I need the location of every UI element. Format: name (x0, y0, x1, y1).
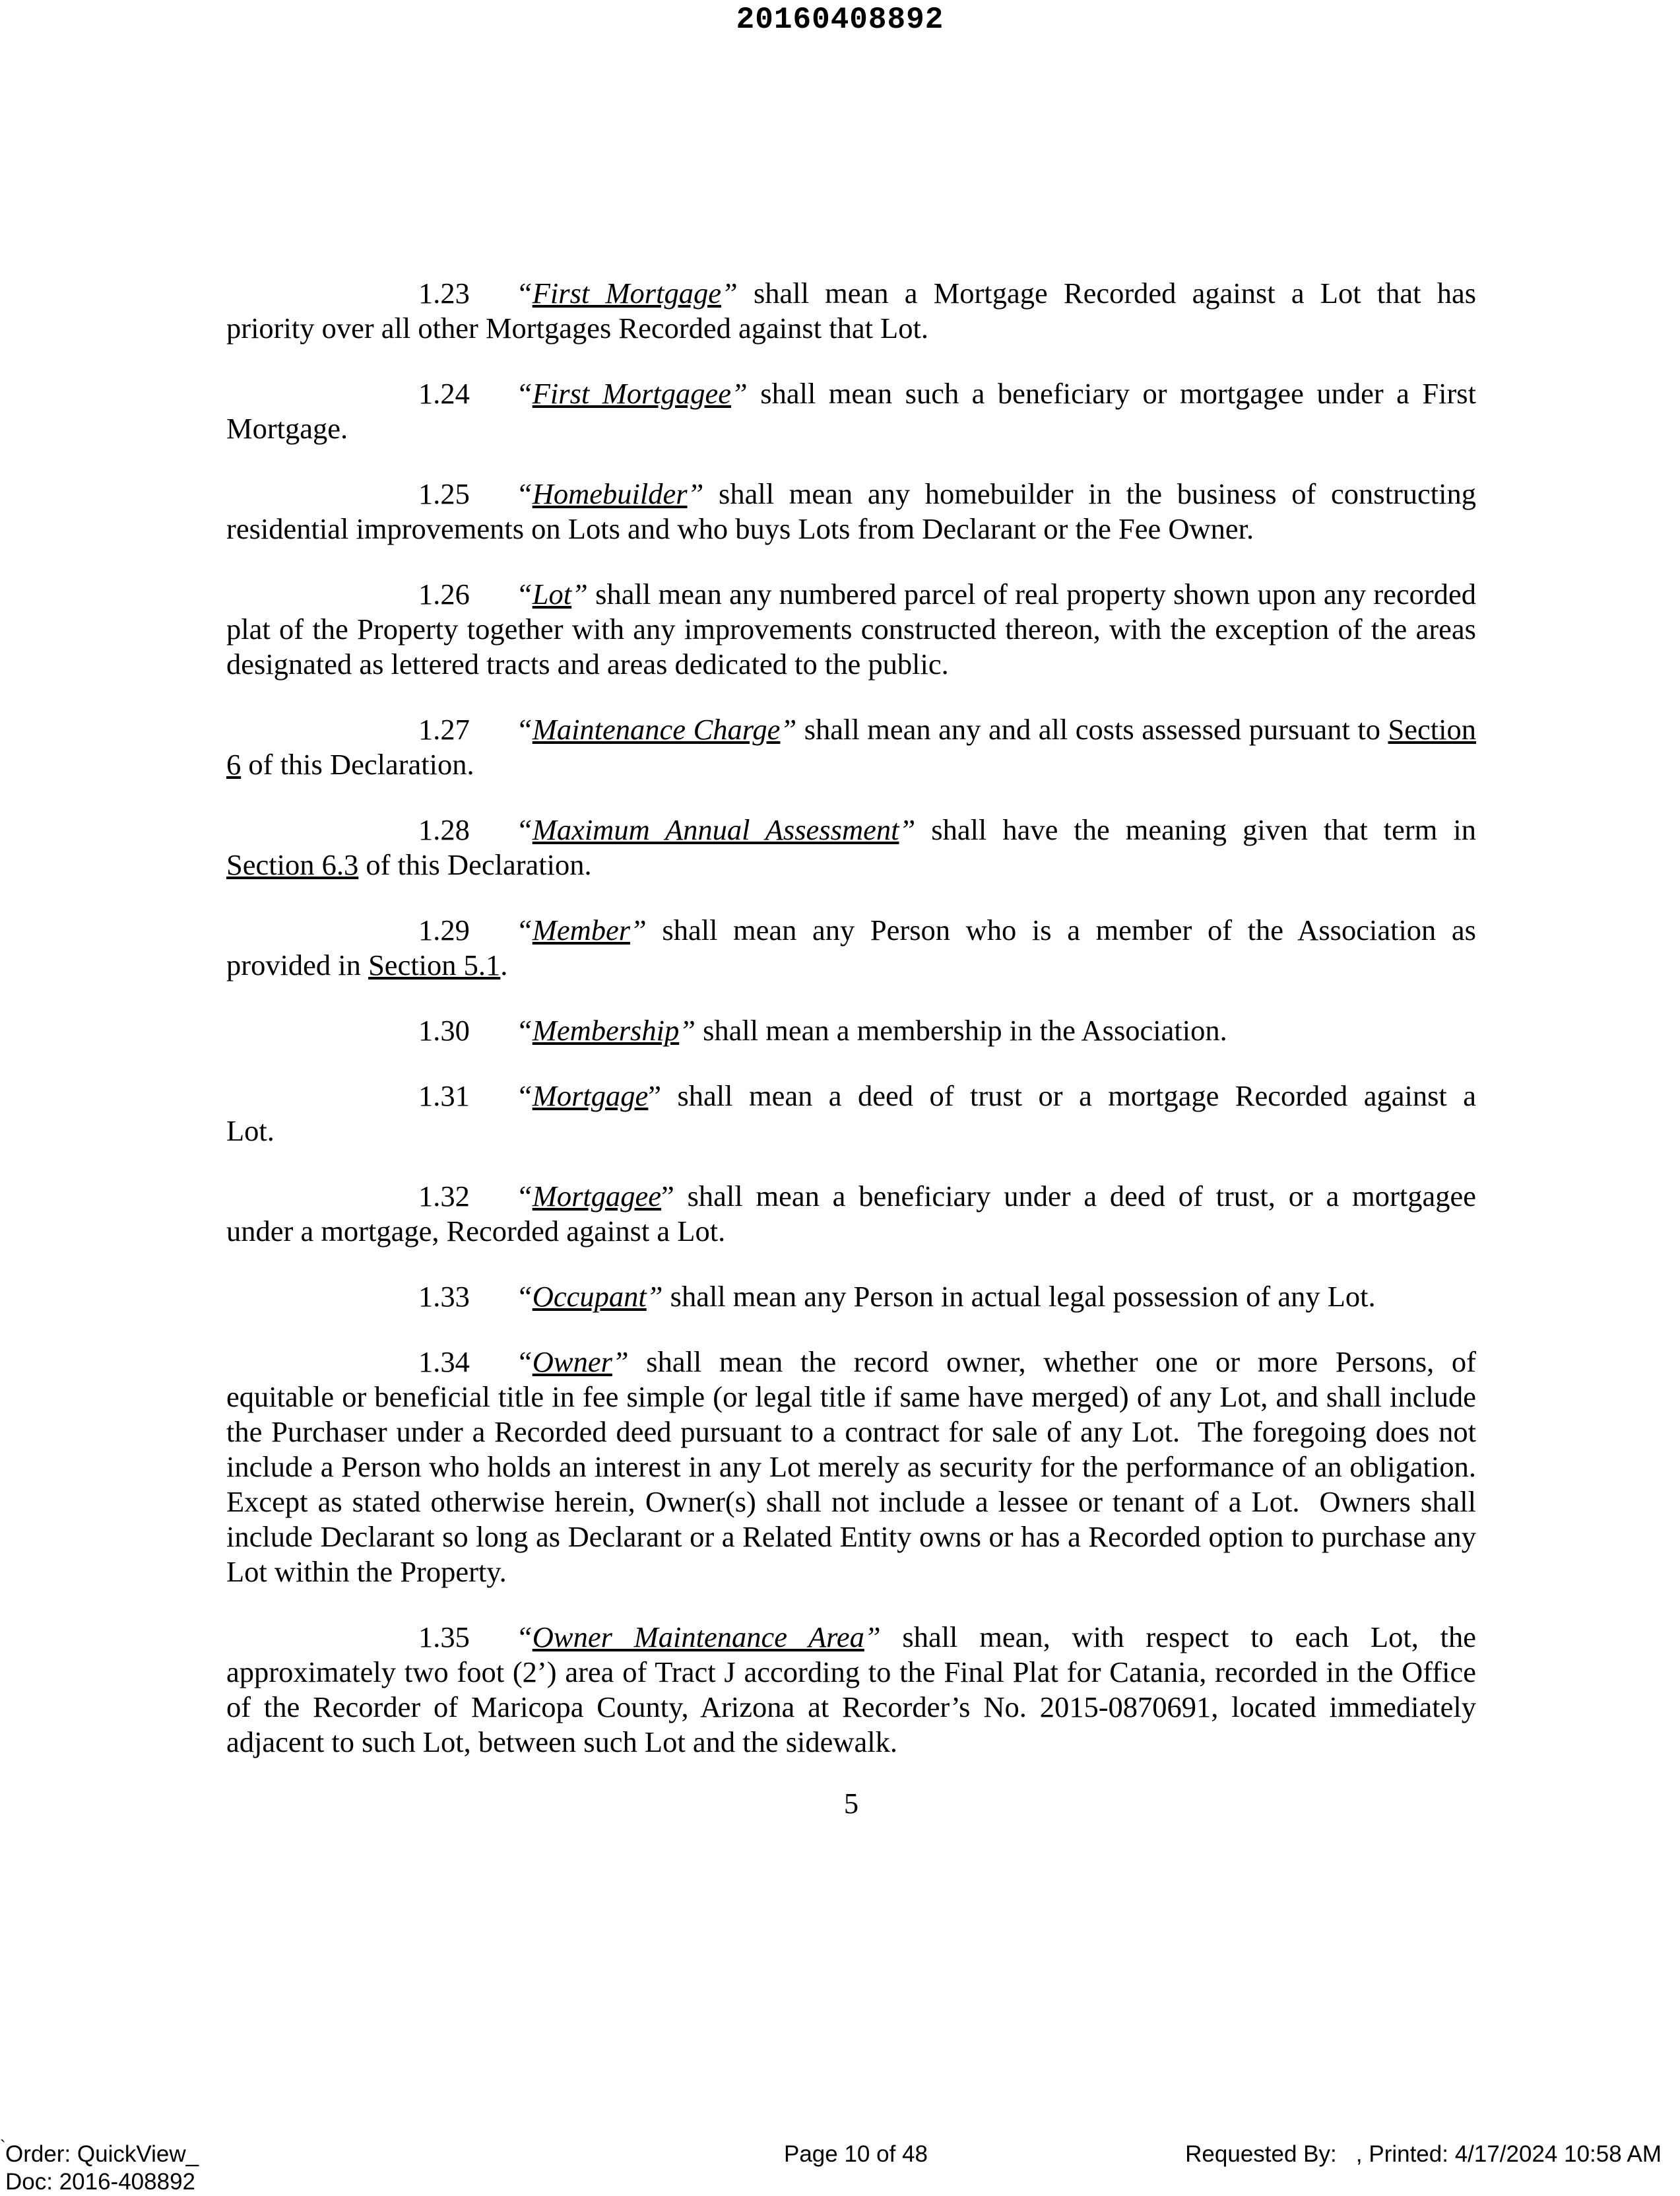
definition-text: shall mean any Person who is a member of the Association as provided in (226, 914, 1476, 982)
defined-term: “Owner” (516, 1345, 629, 1378)
defined-term: “Homebuilder” (516, 477, 704, 510)
page-number: 5 (843, 1787, 859, 1820)
defined-term: “Maintenance Charge” (516, 713, 797, 746)
section-number: 1.24 (418, 377, 470, 410)
definition-text: shall mean the record owner, whether one or more Persons, of equitable or beneficial title in fee simple (or legal title if same have merged) of any Lot, and shall include the Purchaser under a Recorded deed pursuant to a contract for sale of any Lot. The foregoing does not include a Person who holds an interest in any Lot merely as security for the performance of an obligation. Except as stated otherwise herein, Owner(s) shall not include a lessee or tenant of a Lot. Owners shall include Declarant so long as Declarant or a Related Entity owns or has a Recorded option to purchase any Lot within the Property. (226, 1345, 1491, 1588)
definition-1-34 (226, 1345, 1491, 1589)
section-reference: Section 5.1 (368, 948, 501, 982)
section-number: 1.26 (418, 578, 470, 611)
definition-text-end: . (500, 948, 508, 982)
definition-1-28 (226, 813, 1476, 882)
footer-doc: Doc: 2016-408892 (5, 2169, 195, 2195)
definition-1-35 (226, 1620, 1476, 1760)
definition-1-31 (226, 1079, 1476, 1148)
section-number: 1.33 (418, 1280, 470, 1313)
footer-requested-printed: Requested By: , Printed: 4/17/2024 10:58 AM (1185, 2141, 1662, 2167)
section-reference: Section 6.3 (226, 848, 359, 881)
defined-term: “Mortgagee (516, 1180, 662, 1213)
footer-mark: ` (0, 2137, 6, 2156)
defined-term: “First Mortgagee” (516, 377, 748, 410)
definition-text-end: of this Declaration. (241, 748, 474, 781)
footer-page-count: Page 10 of 48 (784, 2141, 928, 2167)
page-body (226, 276, 1491, 1821)
definition-text: ” shall mean a beneficiary under a deed of trust, or a mortgagee under a mortgage, Recorded against a Lot. (226, 1180, 1476, 1248)
definition-text: shall mean any numbered parcel of real property shown upon any recorded plat of the Property together with any improvements constructed thereon, with the exception of the areas designated as lettered tracts and areas dedicated to the public. (226, 578, 1476, 681)
defined-term: “Member” (516, 914, 647, 947)
definition-1-24 (226, 376, 1476, 446)
footer-order-info (5, 2141, 199, 2196)
definition-1-25 (226, 477, 1476, 547)
defined-term: “Mortgage (516, 1079, 649, 1112)
definition-text: ” shall mean a deed of trust or a mortgage Recorded against a (648, 1079, 1476, 1112)
definition-text: shall mean a Mortgage Recorded against a Lot that has priority over all other Mortgages Recorded against that Lot. (226, 277, 1477, 345)
definition-text: shall mean any homebuilder in the business of constructing residential improvements on Lots and who buys Lots from Declarant or the Fee Owner. (226, 477, 1476, 545)
footer-order: Order: QuickView_ (5, 2141, 199, 2167)
defined-term: “Maximum Annual Assessment” (516, 813, 916, 846)
defined-term: “Membership” (516, 1014, 695, 1047)
section-number: 1.31 (418, 1079, 470, 1112)
defined-term: “First Mortgage” (516, 277, 738, 310)
section-number: 1.34 (418, 1345, 470, 1378)
defined-term: “Lot” (516, 578, 588, 611)
section-number: 1.32 (418, 1180, 470, 1213)
defined-term: “Occupant” (516, 1280, 663, 1313)
definition-text: shall have the meaning given that term in (915, 813, 1476, 846)
definition-1-32 (226, 1179, 1476, 1249)
section-number: 1.29 (418, 914, 470, 947)
definition-1-30 (226, 1013, 1476, 1048)
document-number: 20160408892 (736, 3, 944, 37)
defined-term: “Owner Maintenance Area” (516, 1620, 881, 1653)
section-number: 1.27 (418, 713, 470, 746)
section-number: 1.25 (418, 477, 470, 510)
print-footer (0, 2137, 1680, 2195)
definition-1-23 (226, 276, 1476, 346)
definition-1-26 (226, 577, 1476, 682)
definition-text-end: of this Declaration. (358, 848, 592, 881)
definition-text-continued: Lot. (226, 1114, 275, 1147)
section-number: 1.28 (418, 813, 470, 846)
section-number: 1.35 (418, 1620, 470, 1653)
definition-1-33 (226, 1279, 1476, 1314)
definition-text: shall mean any Person in actual legal possession of any Lot. (662, 1280, 1376, 1313)
definition-text: shall mean a membership in the Association. (695, 1014, 1227, 1047)
section-number: 1.23 (418, 277, 470, 310)
definition-1-27 (226, 712, 1476, 782)
section-number: 1.30 (418, 1014, 470, 1047)
definition-text: shall mean such a beneficiary or mortgagee under a First (747, 377, 1476, 410)
definition-1-29 (226, 913, 1476, 983)
section-reference: Section 6 (226, 713, 1476, 781)
definition-text: shall mean any and all costs assessed pursuant to (796, 713, 1388, 746)
definition-text: shall mean, with respect to each Lot, the approximately two foot (2’) area of Tract J according to the Final Plat for Catania, recorded in the Office of the Recorder of Maricopa County, Arizona at Recorder’s No. 2015-0870691, located immediately adjacent to such Lot, between such Lot and the sidewalk. (226, 1620, 1476, 1758)
definition-text-continued: Mortgage. (226, 412, 348, 445)
